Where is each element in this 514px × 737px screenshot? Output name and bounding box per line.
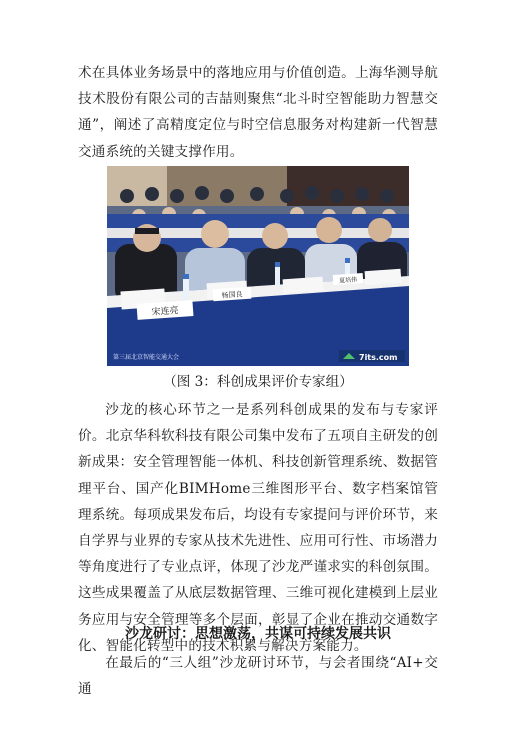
nameplate-3 — [333, 273, 364, 285]
paragraph-salon-discussion: 在最后的“三人组”沙龙研讨环节，与会者围绕“AI+交通 — [78, 655, 438, 698]
nameplate-1-text: 宋连亮 — [151, 306, 179, 318]
banner-left-text: 第三届北京智能交通大会 — [113, 354, 180, 361]
figure-caption: （图 3：科创成果评价专家组） — [163, 374, 353, 390]
paragraph-achievements: 沙龙的核心环节之一是系列科创成果的发布与专家评价。北京华科软科技有限公司集中发布了五项自主研发的创新成果：安全管理智能一体机、科技创新管理系统、数据管理平台、国产化BIMHome三维图形平台、数字档案馆管理系统。每项成果发布后，均设有专家提问与评价环节，来自学界与业界的专家从技术先进性、应用可行性、市场潜力等角度进行了专业点评，体现了沙龙严谨求实的科创氛围。这些成果覆盖了从底层数据管理、三维可视化建模到上层业务应用与安全管理等多个层面，彰显了企业在推动交通数字化、智能化转型中的技术积累与解决方案能力。 — [78, 402, 438, 654]
banner-right-text: 7its.com — [359, 353, 398, 362]
section-heading: 沙龙研讨：思想激荡，共谋可持续发展共识 — [125, 626, 391, 642]
paragraph-speakers: 术在具体业务场景中的落地应用与价值创造。上海华测导航技术股份有限公司的吉喆则聚焦“北斗时空智能助力智慧交通”，阐述了高精度定位与时空信息服务对构建新一代智慧交通系统的关键支撑作用。 — [78, 65, 438, 160]
nameplate-2-text: 杨国良 — [221, 290, 243, 300]
nameplate-3-text: 夏培伟 — [338, 276, 358, 285]
photo-expert-panel — [107, 166, 409, 366]
